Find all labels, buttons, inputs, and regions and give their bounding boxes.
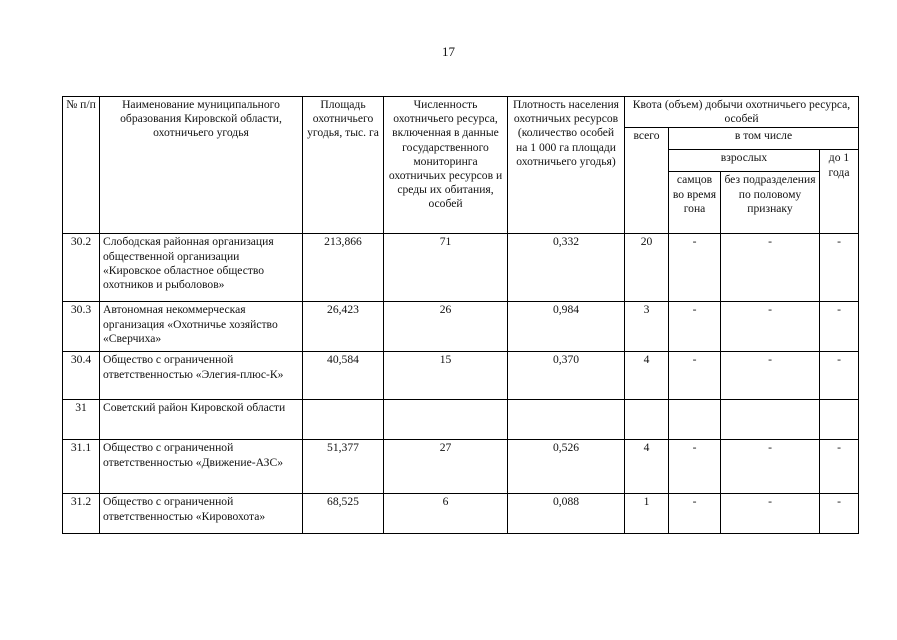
header-count: Численность охотничьего ресурса, включенная в данные государственного мониторинга охотничьих ресурсов и среды их обитания, особей — [384, 97, 508, 234]
row-density: 0,088 — [508, 494, 625, 534]
row-total: 3 — [625, 302, 669, 352]
row-density: 0,332 — [508, 234, 625, 302]
row-no-sex: - — [721, 352, 820, 400]
row-area — [303, 400, 384, 440]
row-males-rut — [669, 400, 721, 440]
row-no-sex: - — [721, 234, 820, 302]
row-total: 4 — [625, 352, 669, 400]
row-under1: - — [820, 494, 859, 534]
header-num: № п/п — [63, 97, 100, 234]
header-no-sex: без подразделения по половому признаку — [721, 172, 820, 234]
row-num: 30.3 — [63, 302, 100, 352]
row-num: 31.2 — [63, 494, 100, 534]
header-including: в том числе — [669, 128, 859, 150]
row-area: 51,377 — [303, 440, 384, 494]
row-no-sex: - — [721, 302, 820, 352]
header-name: Наименование муниципального образования Кировской области, охотничьего угодья — [100, 97, 303, 234]
row-name: Общество с ограниченной ответственностью «Кировохота» — [100, 494, 303, 534]
table-row — [63, 234, 859, 302]
row-name: Слободская районная организация общественной организации «Кировское областное общество охотников и рыболовов» — [100, 234, 303, 302]
row-name: Автономная некоммерческая организация «Охотничье хозяйство «Сверчиха» — [100, 302, 303, 352]
row-name: Общество с ограниченной ответственностью «Движение-АЗС» — [100, 440, 303, 494]
row-total: 1 — [625, 494, 669, 534]
row-males-rut: - — [669, 234, 721, 302]
row-name: Общество с ограниченной ответственностью «Элегия-плюс-К» — [100, 352, 303, 400]
table-row — [63, 352, 859, 400]
row-total: 4 — [625, 440, 669, 494]
row-no-sex — [721, 400, 820, 440]
row-num: 31 — [63, 400, 100, 440]
row-males-rut: - — [669, 440, 721, 494]
row-males-rut: - — [669, 352, 721, 400]
row-count: 15 — [384, 352, 508, 400]
row-num: 30.4 — [63, 352, 100, 400]
row-density: 0,526 — [508, 440, 625, 494]
table-row — [63, 302, 859, 352]
row-no-sex: - — [721, 440, 820, 494]
row-density — [508, 400, 625, 440]
quota-table — [62, 96, 859, 534]
row-area: 213,866 — [303, 234, 384, 302]
row-area: 68,525 — [303, 494, 384, 534]
row-name: Советский район Кировской области — [100, 400, 303, 440]
row-count — [384, 400, 508, 440]
row-total: 20 — [625, 234, 669, 302]
row-count: 26 — [384, 302, 508, 352]
page-number: 17 — [442, 44, 455, 59]
header-density: Плотность населения охотничьих ресурсов (количество особей на 1 000 га площади охотничьего угодья) — [508, 97, 625, 234]
row-total — [625, 400, 669, 440]
row-density: 0,370 — [508, 352, 625, 400]
row-num: 30.2 — [63, 234, 100, 302]
header-males-rut: самцов во время гона — [669, 172, 721, 234]
row-density: 0,984 — [508, 302, 625, 352]
header-under1: до 1 года — [820, 150, 859, 234]
row-area: 26,423 — [303, 302, 384, 352]
row-under1: - — [820, 234, 859, 302]
row-count: 27 — [384, 440, 508, 494]
header-area: Площадь охотничьего угодья, тыс. га — [303, 97, 384, 234]
header-quota: Квота (объем) добычи охотничьего ресурса, особей — [625, 97, 859, 128]
header-total: всего — [625, 128, 669, 234]
header-adults: взрослых — [669, 150, 820, 172]
row-under1: - — [820, 352, 859, 400]
table-row — [63, 400, 859, 440]
row-num: 31.1 — [63, 440, 100, 494]
row-count: 6 — [384, 494, 508, 534]
row-under1: - — [820, 302, 859, 352]
row-males-rut: - — [669, 494, 721, 534]
row-count: 71 — [384, 234, 508, 302]
table-row — [63, 440, 859, 494]
row-no-sex: - — [721, 494, 820, 534]
row-under1 — [820, 400, 859, 440]
row-under1: - — [820, 440, 859, 494]
row-males-rut: - — [669, 302, 721, 352]
table-row — [63, 494, 859, 534]
row-area: 40,584 — [303, 352, 384, 400]
